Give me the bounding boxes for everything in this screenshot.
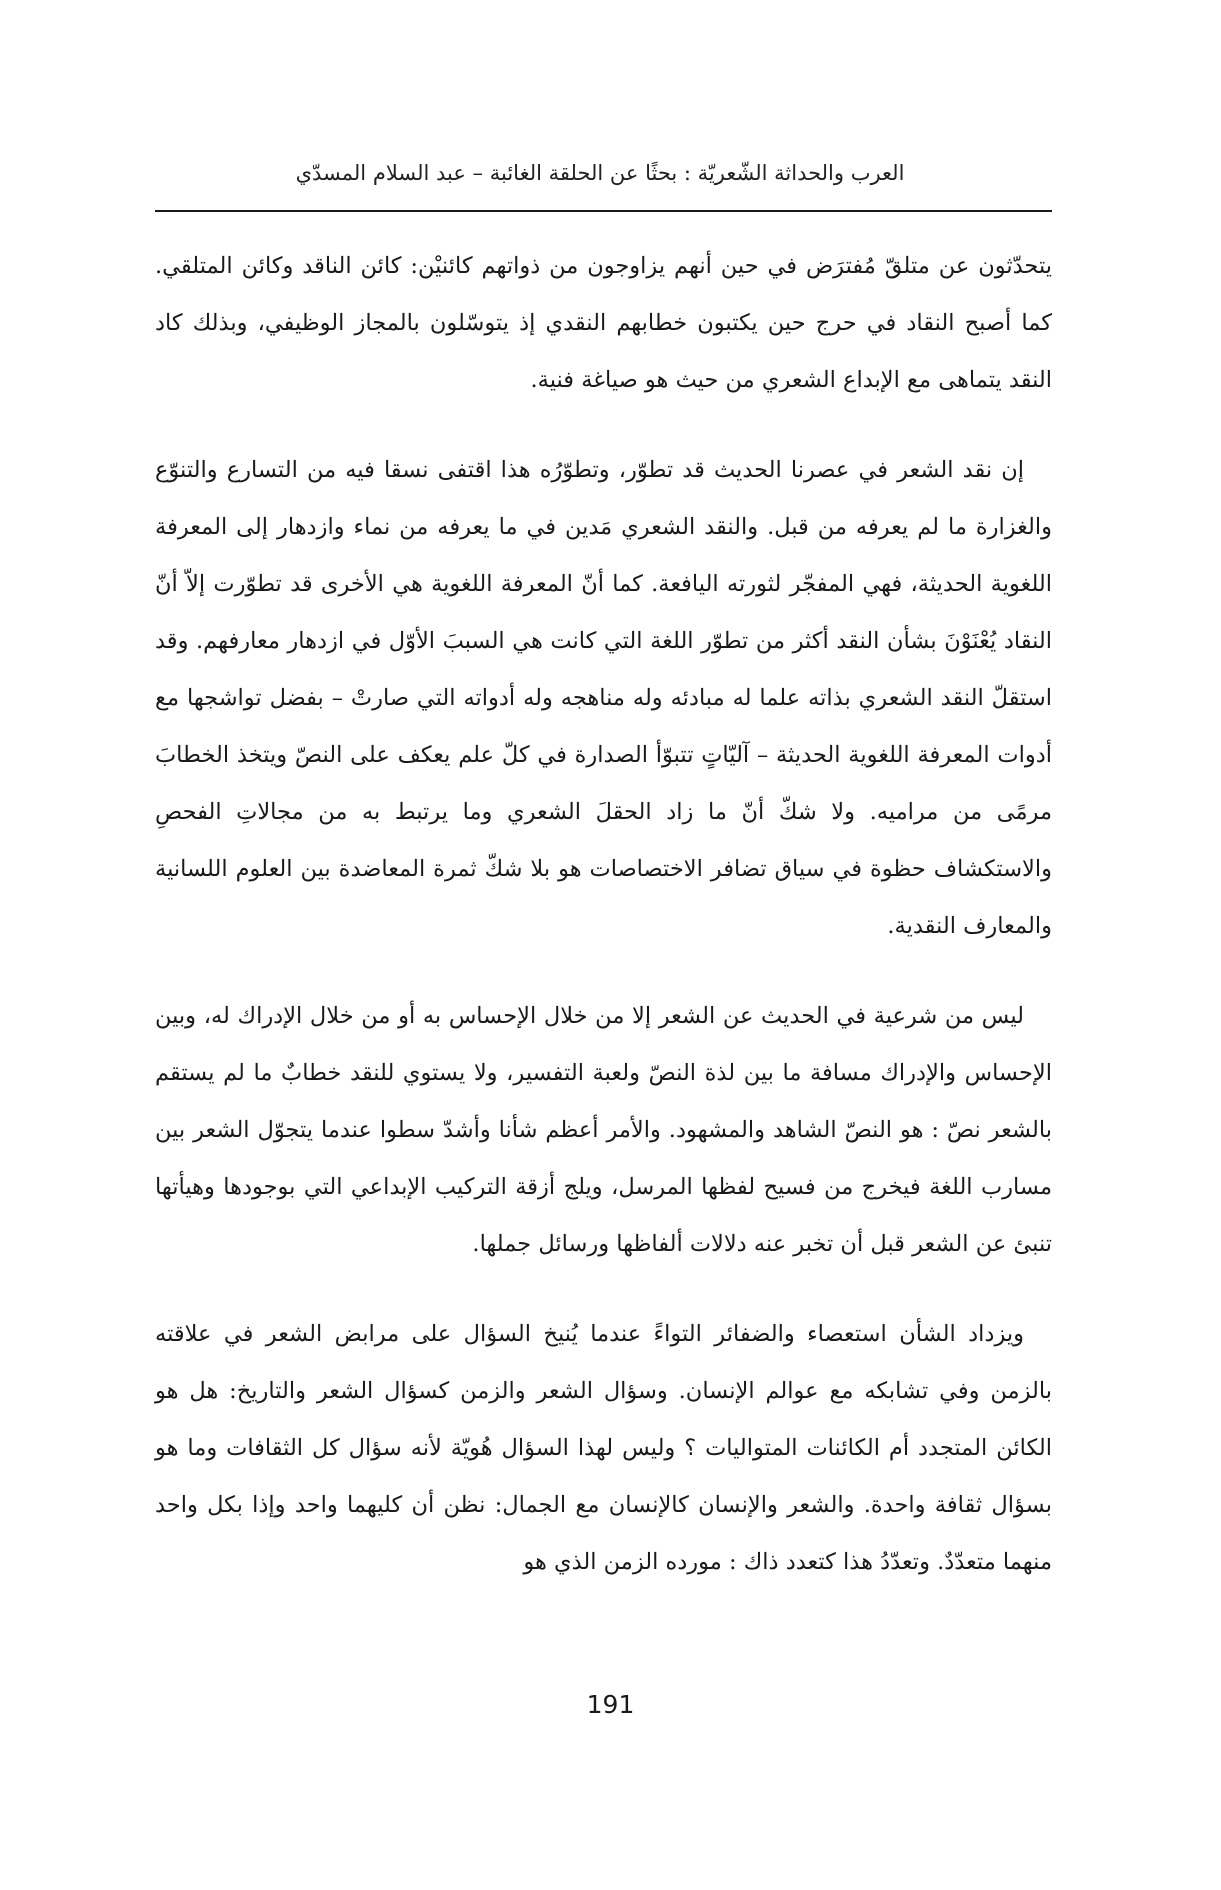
page-number: 191 [586, 1690, 635, 1719]
paragraph-4: ويزداد الشأن استعصاء والضفائر التواءً عندما يُنيخ السؤال على مرابض الشعر في علاقته بالزمن وفي تشابكه مع عوالم الإنسان. وسؤال الشعر والزمن كسؤال الشعر والتاريخ: هل هو الكائن المتجدد أم الكائنات المتواليات ؟ وليس لهذا السؤال هُويّة لأنه سؤال كل الثقافات وما هو بسؤال ثقافة واحدة. والشعر والإنسان كالإنسان مع الجمال: نظن أن كليهما واحد وإذا بكل واحد منهما متعدّدٌ. وتعدّدُ هذا كتعدد ذاك : مورده الزمن الذي هو [155, 1321, 1052, 1575]
paragraph-2: إن نقد الشعر في عصرنا الحديث قد تطوّر، وتطوّرُه هذا اقتفى نسقا فيه من التسارع والتنوّع والغزارة ما لم يعرفه من قبل. والنقد الشعري مَدين في ما يعرفه من نماء وازدهار إلى المعرفة اللغوية الحديثة، فهي المفجّر لثورته اليافعة. كما أنّ المعرفة اللغوية هي الأخرى قد تطوّرت إلاّ أنّ النقاد يُعْنَوْنَ بشأن النقد أكثر من تطوّر اللغة التي كانت هي السببَ الأوّل في ازدهار معارفهم. وقد استقلّ النقد الشعري بذاته علما له مبادئه وله مناهجه وله أدواته التي صارتْ – بفضل تواشجها مع أدوات المعرفة اللغوية الحديثة – آليّاتٍ تتبوّأ الصدارة في كلّ علم يعكف على النصّ ويتخذ الخطابَ مرمًى من مراميه. ولا شكّ أنّ ما زاد الحقلَ الشعري وما يرتبط به من مجالاتِ الفحصِ والاستكشاف حظوة في سياق تضافر الاختصاصات هو بلا شكّ ثمرة المعاضدة بين العلوم اللسانية والمعارف النقدية. [155, 457, 1052, 939]
running-header: العرب والحداثة الشّعريّة : بحثًا عن الحلقة الغائبة – عبد السلام المسدّي [295, 161, 905, 185]
body-text [155, 238, 1052, 1624]
header-rule [155, 210, 1052, 212]
paragraph-1: يتحدّثون عن متلقّ مُفترَض في حين أنهم يزاوجون من ذواتهم كائنيْن: كائن الناقد وكائن المتلقي. كما أصبح النقاد في حرج حين يكتبون خطابهم النقدي إذ يتوسّلون بالمجاز الوظيفي، وبذلك كاد النقد يتماهى مع الإبداع الشعري من حيث هو صياغة فنية. [155, 253, 1052, 393]
paragraph-3: ليس من شرعية في الحديث عن الشعر إلا من خلال الإحساس به أو من خلال الإدراك له، وبين الإحساس والإدراك مسافة ما بين لذة النصّ ولعبة التفسير، ولا يستوي للنقد خطابٌ ما لم يستقم بالشعر نصّ : هو النصّ الشاهد والمشهود. والأمر أعظم شأنا وأشدّ سطوا عندما يتجوّل الشعر بين مسارب اللغة فيخرج من فسيح لفظها المرسل، ويلج أزقة التركيب الإبداعي التي بوجودها وهيأتها تنبئ عن الشعر قبل أن تخبر عنه دلالات ألفاظها ورسائل جملها. [155, 1003, 1052, 1257]
